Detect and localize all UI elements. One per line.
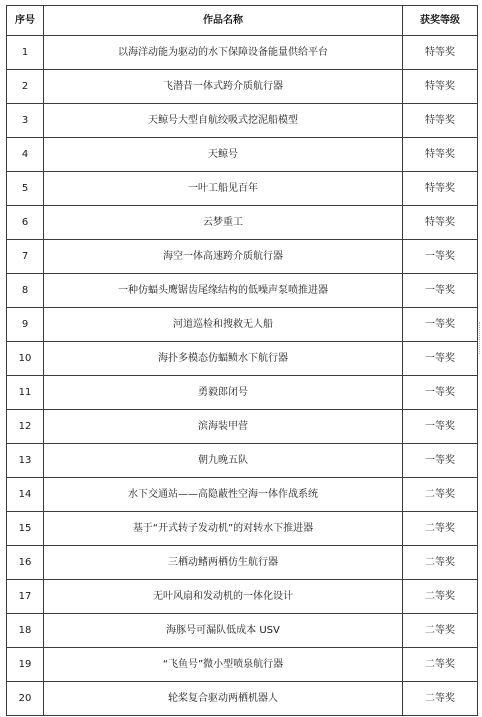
- award-level: 特等奖: [403, 70, 478, 104]
- work-name: 勇毅郎闭号: [44, 376, 403, 410]
- award-level: 特等奖: [403, 138, 478, 172]
- awards-table: [6, 5, 478, 716]
- work-name: 以海洋动能为驱动的水下保障设备能量供给平台: [44, 36, 403, 70]
- table-row: [7, 240, 478, 274]
- table-row: [7, 36, 478, 70]
- award-level: 二等奖: [403, 614, 478, 648]
- award-level: 一等奖: [403, 240, 478, 274]
- table-row: [7, 580, 478, 614]
- work-name: 海扑多模态仿蝠鲼水下航行器: [44, 342, 403, 376]
- table-row: [7, 614, 478, 648]
- work-name: 飞潜昔一体式跨介质航行器: [44, 70, 403, 104]
- table-row: [7, 376, 478, 410]
- work-name: “飞鱼号”微小型喷泉航行器: [44, 648, 403, 682]
- work-name: 三栖动鳍两栖仿生航行器: [44, 546, 403, 580]
- row-number: 3: [7, 104, 44, 138]
- row-number: 6: [7, 206, 44, 240]
- table-row: [7, 138, 478, 172]
- award-level: 二等奖: [403, 478, 478, 512]
- work-name: 一种仿蝠头鹰锯齿尾缘结构的低噪声泵喷推进器: [44, 274, 403, 308]
- award-level: 一等奖: [403, 274, 478, 308]
- table-row: [7, 410, 478, 444]
- work-name: 朝九晚五队: [44, 444, 403, 478]
- award-level: 特等奖: [403, 206, 478, 240]
- table-header-row: [7, 6, 478, 36]
- table-row: [7, 70, 478, 104]
- row-number: 18: [7, 614, 44, 648]
- row-number: 11: [7, 376, 44, 410]
- work-name: 基于“开式转子发动机”的对转水下推进器: [44, 512, 403, 546]
- work-name: 滨海装甲营: [44, 410, 403, 444]
- award-level: 二等奖: [403, 648, 478, 682]
- work-name: 无叶风扇和发动机的一体化设计: [44, 580, 403, 614]
- table-row: [7, 308, 478, 342]
- work-name: 轮桨复合驱动两栖机器人: [44, 682, 403, 716]
- work-name: 河道巡检和搜救无人船: [44, 308, 403, 342]
- award-level: 二等奖: [403, 580, 478, 614]
- row-number: 17: [7, 580, 44, 614]
- row-number: 9: [7, 308, 44, 342]
- row-number: 7: [7, 240, 44, 274]
- row-number: 20: [7, 682, 44, 716]
- award-level: 一等奖: [403, 342, 478, 376]
- table-row: [7, 206, 478, 240]
- table-row: [7, 274, 478, 308]
- table-row: [7, 512, 478, 546]
- header-award-level: 获奖等级: [403, 6, 478, 36]
- award-level: 特等奖: [403, 172, 478, 206]
- award-level: 特等奖: [403, 104, 478, 138]
- header-work-name: 作品名称: [44, 6, 403, 36]
- work-name: 海空一体高速跨介质航行器: [44, 240, 403, 274]
- header-number: 序号: [7, 6, 44, 36]
- work-name: 水下交通站——高隐蔽性空海一体作战系统: [44, 478, 403, 512]
- row-number: 16: [7, 546, 44, 580]
- table-row: [7, 682, 478, 716]
- work-name: 海豚号可漏队低成本 USV: [44, 614, 403, 648]
- table-row: [7, 546, 478, 580]
- award-level: 特等奖: [403, 36, 478, 70]
- table-row: [7, 478, 478, 512]
- row-number: 2: [7, 70, 44, 104]
- row-number: 10: [7, 342, 44, 376]
- award-level: 一等奖: [403, 410, 478, 444]
- award-level: 二等奖: [403, 546, 478, 580]
- award-level: 二等奖: [403, 512, 478, 546]
- table-row: [7, 648, 478, 682]
- row-number: 4: [7, 138, 44, 172]
- row-number: 1: [7, 36, 44, 70]
- row-number: 12: [7, 410, 44, 444]
- table-row: [7, 342, 478, 376]
- table-body: [7, 36, 478, 716]
- work-name: 云梦重工: [44, 206, 403, 240]
- award-level: 二等奖: [403, 682, 478, 716]
- row-number: 14: [7, 478, 44, 512]
- award-level: 一等奖: [403, 308, 478, 342]
- award-level: 一等奖: [403, 444, 478, 478]
- row-number: 19: [7, 648, 44, 682]
- work-name: 一叶工船见百年: [44, 172, 403, 206]
- work-name: 天鲸号: [44, 138, 403, 172]
- row-number: 5: [7, 172, 44, 206]
- table-row: [7, 172, 478, 206]
- table-row: [7, 444, 478, 478]
- row-number: 8: [7, 274, 44, 308]
- row-number: 13: [7, 444, 44, 478]
- work-name: 天鲸号大型自航绞吸式挖泥船模型: [44, 104, 403, 138]
- award-level: 一等奖: [403, 376, 478, 410]
- table-row: [7, 104, 478, 138]
- row-number: 15: [7, 512, 44, 546]
